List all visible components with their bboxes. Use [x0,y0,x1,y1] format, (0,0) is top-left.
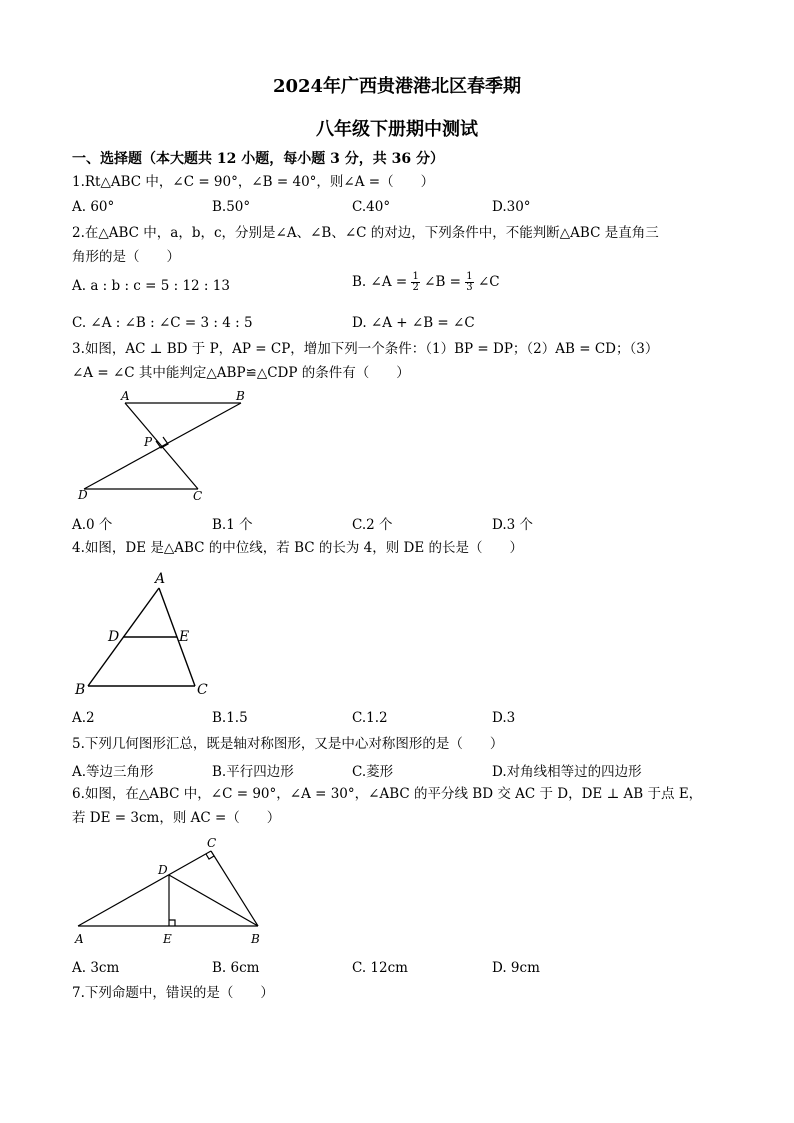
q4-option-a: A.2 [72,710,95,726]
q1-stem: 1.Rt△ABC 中，∠C = 90°，∠B = 40°，则∠A =（ ） [72,174,435,190]
q2-b-suffix: ∠C [477,274,500,290]
label-c: C [193,489,203,503]
q1-option-a: A. 60° [72,199,115,215]
label-b: B [75,682,86,698]
page-title-line1: 2024年广西贵港港北区春季期 [272,76,522,97]
right-angle-mark-e [169,920,175,926]
segment-db [169,875,258,926]
q3-option-d: D.3 个 [492,517,534,533]
q5-stem: 5.下列几何图形汇总，既是轴对称图形，又是中心对称图形的是（ ） [72,736,504,752]
q6-stem-line1: 6.如图，在△ABC 中，∠C = 90°，∠A = 30°，∠ABC 的平分线 BD 交 AC 于 D，DE ⊥ AB 于点 E， [72,786,703,802]
page-title-line2: 八年级下册期中测试 [316,119,478,140]
label-b: B [236,389,245,403]
q2-stem-line2: 角形的是（ ） [72,249,180,265]
fraction-denominator: 3 [466,282,473,293]
fraction-numerator: 1 [466,271,473,282]
right-angle-mark [156,437,168,448]
label-d: D [158,863,168,877]
segment-ac [78,851,211,926]
label-e: E [163,932,172,946]
fraction-denominator: 2 [412,282,419,293]
q4-figure-labels [74,571,208,698]
q1-option-d: D.30° [492,199,531,215]
q5-option-d: D.对角线相等过的四边形 [492,764,642,780]
segment-ab [88,588,159,686]
q1-option-b: B.50° [212,199,251,215]
label-e: E [179,629,190,645]
fraction-numerator: 1 [412,271,419,282]
q4-figure [88,588,195,686]
section-heading: 一、选择题（本大题共 12 小题，每小题 3 分，共 36 分） [72,151,444,167]
q3-stem-line1: 3.如图，AC ⊥ BD 于 P，AP = CP，增加下列一个条件：（1）BP = DP；（2）AB = CD；（3） [72,341,659,357]
q6-stem-line2: 若 DE = 3cm，则 AC =（ ） [72,810,281,826]
q3-option-a: A.0 个 [72,517,113,533]
q4-option-b: B.1.5 [212,710,248,726]
q7-stem: 7.下列命题中，错误的是（ ） [72,985,274,1001]
label-a: A [121,389,130,403]
label-d: D [78,488,88,502]
q1-option-c: C.40° [352,199,391,215]
q4-option-d: D.3 [492,710,516,726]
q5-option-c: C.菱形 [352,764,394,780]
q2-option-b [352,272,500,293]
label-d: D [108,629,120,645]
q4-stem: 4.如图，DE 是△ABC 的中位线，若 BC 的长为 4，则 DE 的长是（ ） [72,540,523,556]
q6-option-d: D. 9cm [492,960,540,976]
label-c: C [207,836,217,850]
q2-b-fraction-2 [465,272,473,293]
label-a: A [75,932,84,946]
q6-option-c: C. 12cm [352,960,408,976]
q2-stem-line1: 2.在△ABC 中，a，b，c，分别是∠A、∠B、∠C 的对边，下列条件中，不能判断△ABC 是直角三 [72,225,659,241]
q4-option-c: C.1.2 [352,710,388,726]
q6-figure-labels [74,836,260,946]
label-c: C [197,682,208,698]
q5-option-a: A.等边三角形 [72,764,154,780]
q2-b-fraction-1 [411,272,419,293]
label-a: A [155,571,166,587]
q6-figure [78,851,258,926]
q2-b-mid: ∠B = [424,274,461,290]
segment-ac [125,403,198,489]
label-b: B [251,932,260,946]
q6-option-a: A. 3cm [72,960,120,976]
segment-ac [159,588,195,686]
q3-option-c: C.2 个 [352,517,393,533]
q3-stem-line2: ∠A = ∠C 其中能判定△ABP≌△CDP 的条件有（ ） [72,365,410,381]
segment-bd [84,403,241,489]
q6-option-b: B. 6cm [212,960,260,976]
q2-b-prefix: B. ∠A = [352,274,408,290]
segment-cb [211,851,258,926]
label-p: P [144,435,153,449]
q3-figure-labels [77,389,245,503]
q3-figure [84,403,241,489]
q2-option-c: C. ∠A : ∠B : ∠C = 3 : 4 : 5 [72,315,253,331]
q2-option-d: D. ∠A + ∠B = ∠C [352,315,475,331]
q5-option-b: B.平行四边形 [212,764,294,780]
q2-option-a: A. a : b : c = 5 : 12 : 13 [72,278,230,294]
q3-option-b: B.1 个 [212,517,253,533]
right-angle-mark-c [206,854,214,859]
